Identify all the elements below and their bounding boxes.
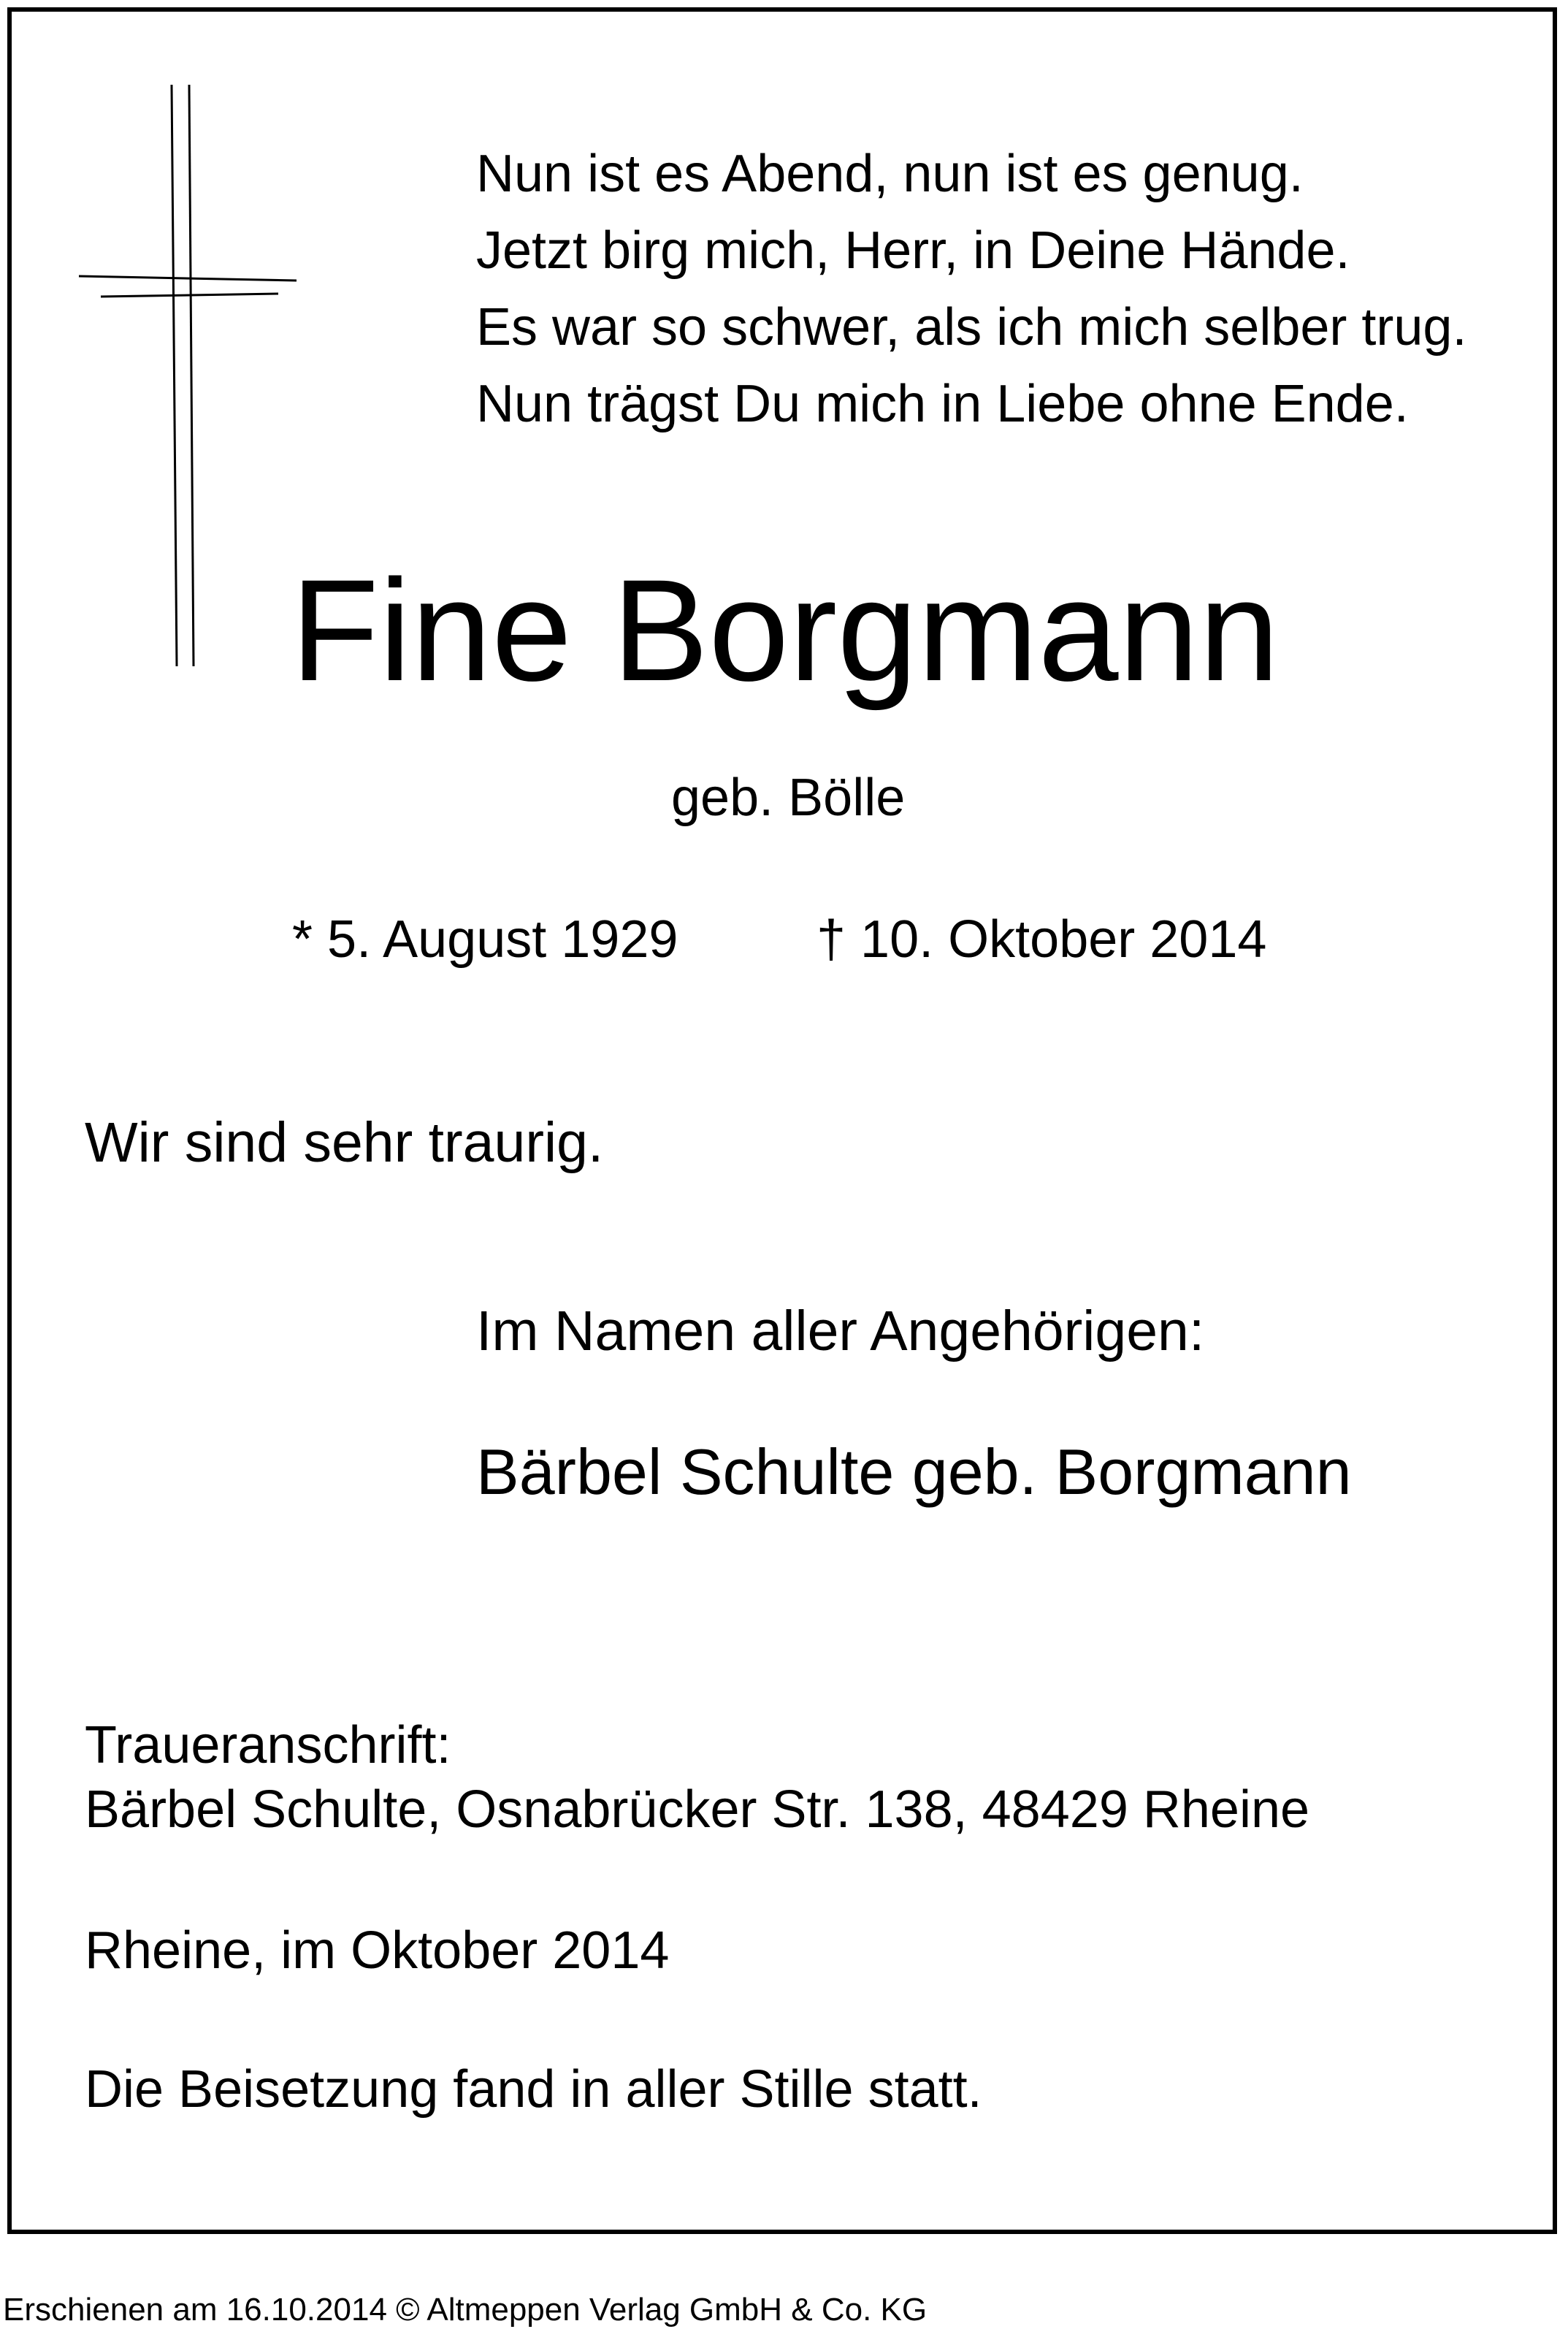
poem-line: Jetzt birg mich, Herr, in Deine Hände.	[476, 221, 1350, 280]
sorrow-line: Wir sind sehr traurig.	[85, 1111, 604, 1174]
mourning-address-label: Traueranschrift:	[85, 1716, 451, 1775]
place-date: Rheine, im Oktober 2014	[85, 1921, 670, 1980]
notice-frame	[7, 7, 1557, 2234]
mourning-address: Bärbel Schulte, Osnabrücker Str. 138, 48429 Rheine	[85, 1780, 1310, 1839]
publication-footer: Erschienen am 16.10.2014 © Altmeppen Verlag GmbH & Co. KG	[3, 2292, 928, 2328]
deceased-name: Fine Borgmann	[291, 549, 1280, 711]
birth-date: * 5. August 1929	[292, 910, 678, 969]
poem-line: Nun trägst Du mich in Liebe ohne Ende.	[476, 375, 1409, 433]
signer-name: Bärbel Schulte geb. Borgmann	[476, 1436, 1352, 1508]
death-date: † 10. Oktober 2014	[816, 910, 1267, 969]
poem-line: Es war so schwer, als ich mich selber trug.	[476, 298, 1467, 357]
on-behalf-line: Im Namen aller Angehörigen:	[476, 1300, 1205, 1362]
cross-icon	[70, 77, 304, 676]
poem-line: Nun ist es Abend, nun ist es genug.	[476, 145, 1304, 203]
maiden-name: geb. Bölle	[671, 769, 906, 827]
poem	[476, 136, 1466, 443]
burial-note: Die Beisetzung fand in aller Stille statt.	[85, 2060, 982, 2119]
